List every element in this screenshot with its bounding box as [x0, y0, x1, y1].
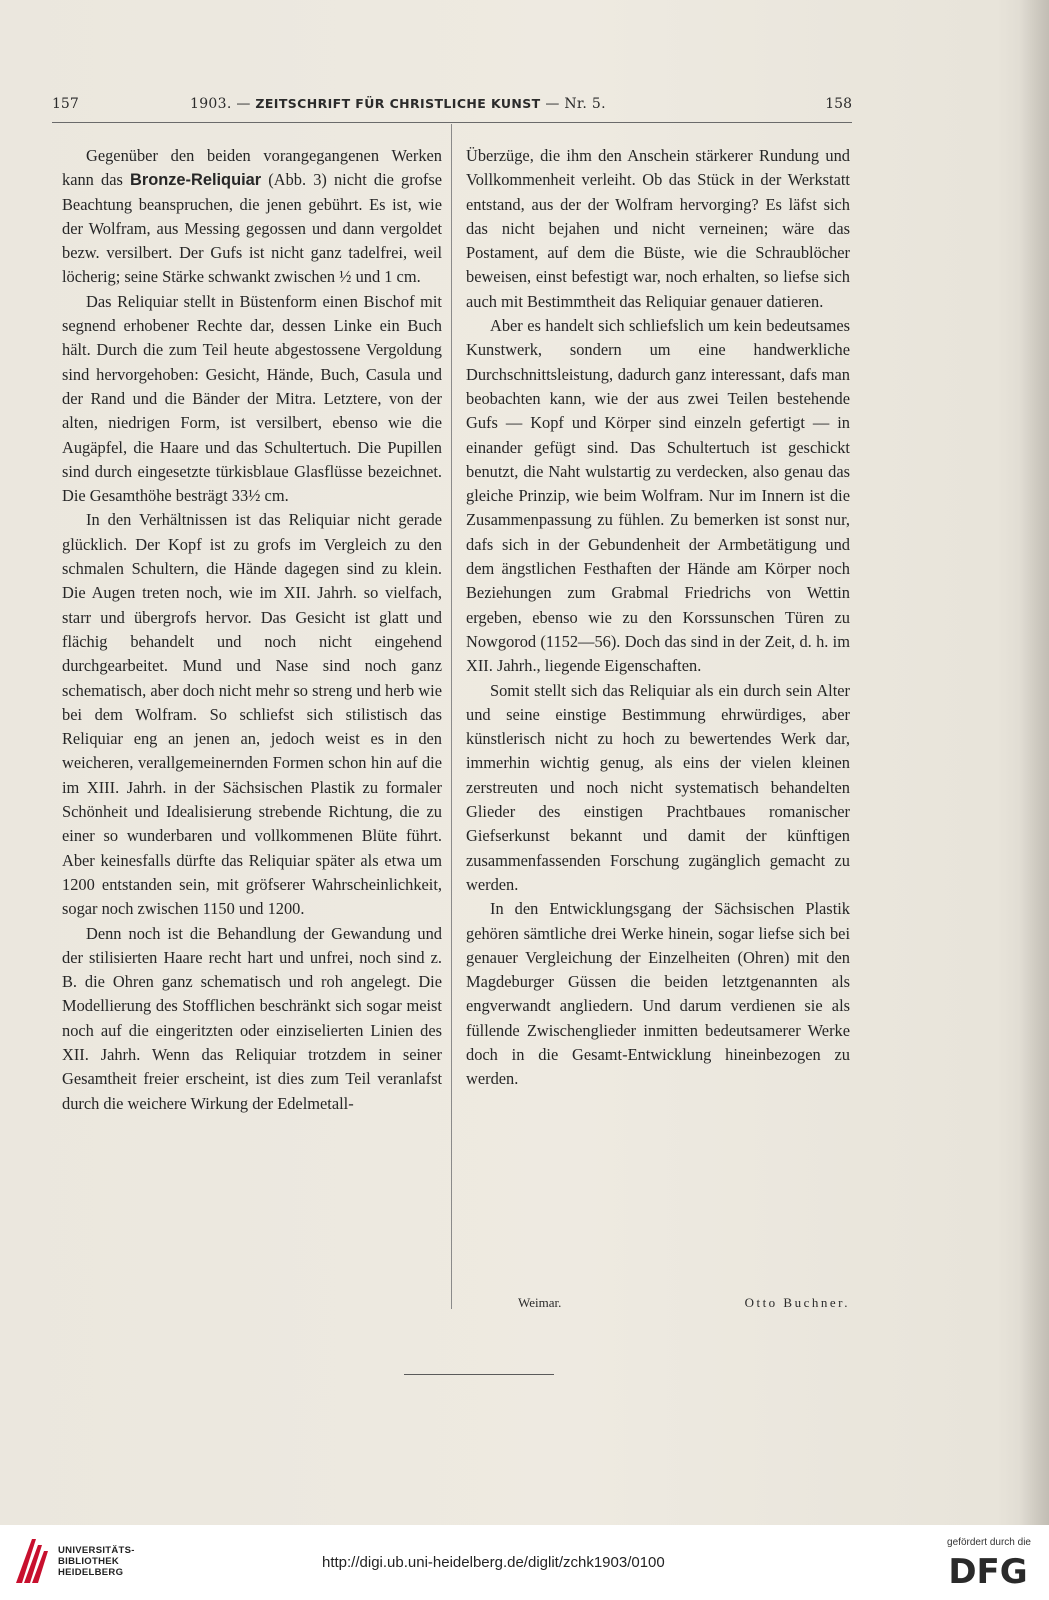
signature-place: Weimar.: [518, 1295, 562, 1310]
journal-title: [190, 96, 606, 112]
right-paragraph-1: Überzüge, die ihm den Anschein stärkerer Rundung und Vollkommenheit verleiht. Ob das Stück in der Werkstatt entstand, aus der der Wolfram hervorging? Es läfst sich das nicht bejahen und nicht verneinen; wäre das Postament, auf dem die Büste, wie die Schraublöcher beweisen, einst befestigt war, noch erhalten, so liefse sich auch mit Bestimmtheit das Reliquiar genauer datieren.: [466, 146, 850, 311]
sponsor-caption: gefördert durch die: [947, 1537, 1031, 1548]
right-paragraph-3: Somit stellt sich das Reliquiar als ein durch sein Alter und seine einstige Bestimmung ehrwürdiges, aber künstlerisch nicht zu hoch zu bewertendes Werk dar, immerhin wichtig genug, als eins der vielen kleinen zerstreuten und noch nicht systematisch behandelten Glieder des einstigen Prachtbaues romanischer Giefserkunst bekannt und damit der künftigen zusammenfassenden Forschung zugänglich gemacht zu werden.: [466, 680, 850, 894]
library-line: UNIVERSITÄTS-: [58, 1545, 135, 1556]
left-column: [62, 144, 442, 1116]
signature-author: Otto Buchner.: [744, 1295, 850, 1310]
dfg-logo-icon[interactable]: [943, 1552, 1033, 1588]
permalink-url[interactable]: http://digi.ub.uni-heidelberg.de/diglit/zchk1903/0100: [322, 1554, 665, 1571]
library-line: HEIDELBERG: [58, 1567, 124, 1578]
viewer-footer: [0, 1525, 1049, 1600]
article-signature: [518, 1295, 850, 1315]
left-paragraph-2: Das Reliquiar stellt in Büstenform einen Bischof mit segnend erhobener Rechte dar, dessen Linke ein Buch hält. Durch die zum Teil heute abgestossene Vergoldung sind hervorgehoben: Gesicht, Hände, Buch, Casula und der Rand und die Bänder der Mitra. Letztere, von der alten, niedrigen Form, ist versilbert, ebenso wie die Augäpfel, die Haare und das Schultertuch. Die Pupillen sind durch eingesetzte türkisblaue Glasflüsse bezeichnet. Die Gesamthöhe besträgt 33½ cm.: [62, 291, 442, 506]
running-header: [52, 94, 852, 122]
page-edge-shadow: [1019, 0, 1049, 1525]
library-name: [58, 1545, 168, 1578]
university-library-logo-icon[interactable]: [12, 1533, 50, 1589]
left-paragraph-3: In den Verhältnissen ist das Reliquiar nicht gerade glücklich. Der Kopf ist zu grofs im Vergleich zu den schmalen Schultern, die Hände dagegen sind zu klein. Die Augen treten noch, wie im XII. Jahrh. so vielfach, starr und übergrofs hervor. Das Gesicht ist glatt und flächig behandelt und noch nicht eingehend durchgearbeitet. Mund und Nase sind noch ganz schematisch, aber doch nicht mehr so streng und herb wie bei dem Wolfram. So schliefst sich stilistisch das Reliquiar eng an jenen an, jedoch weist es in den weicheren, verallgemeinernden Formen schon hin auf die im XIII. Jahrh. in der Sächsischen Plastik zu formaler Schönheit und Idealisierung strebende Richtung, die zu einer so wunderbaren und vollkommenen Blüte führt. Aber keinesfalls dürfte das Reliquiar später als etwa um 1200 entstanden sein, mit gröfserer Wahrscheinlichkeit, sogar noch zwischen 1150 und 1200.: [62, 510, 442, 919]
right-paragraph-2: Aber es handelt sich schliefslich um kein bedeutsames Kunstwerk, sondern um eine handwerkliche Durchschnittsleistung, dadurch ganz interessant, dafs man beobachten kann, wie der aus zwei Teilen bestehende Gufs — Kopf und Körper sind einzeln gefertigt — in einander gefügt sind. Das Schultertuch ist geschickt benutzt, die Naht wulstartig zu verdecken, also genau das gleiche Prinzip, wie beim Wolfram. Nur im Innern ist die Zusammenpassung zu fühlen. Zu bemerken ist sonst nur, dafs sich in der Gebundenheit der Armbetätigung und dem ängstlichen Festhaften der Hände am Körper noch Beziehungen zum Grabmal Friedrichs von Wettin ergeben, ebenso wie zu den Korssunschen Türen zu Nowgorod (1152—56). Doch das sind in der Zeit, d. h. im XII. Jahrh., liegende Eigenschaften.: [466, 316, 850, 676]
end-rule: [404, 1374, 554, 1375]
left-paragraph-4: Denn noch ist die Behandlung der Gewandung und der stilisierten Haare recht hart und unfrei, noch sind z. B. die Ohren ganz schematisch und roh angelegt. Die Modellierung des Stofflichen beschränkt sich sogar meist noch auf die eingeritzten oder einziselierten Linien des XII. Jahrh. Wenn das Reliquiar trotzdem in seiner Gesamtheit freier erscheint, ist dies zum Teil veranlafst durch die weichere Wirkung der Edelmetall-: [62, 923, 442, 1113]
title-year: 1903. —: [190, 96, 256, 112]
column-divider: [451, 124, 452, 1309]
right-paragraph-4: In den Entwicklungsgang der Sächsischen Plastik gehören sämtliche drei Werke hinein, sogar liefse sich bei genauer Vergleichung der Einzelheiten (Ohren) mit den Magdeburger Güssen die beiden letztgenannten als engverwandt angliedern. Und darum verdienen sie als füllende Zwischenglieder inmitten bedeutsamerer Werke doch in die Gesamt-Entwicklung hineinbezogen zu werden.: [466, 899, 850, 1089]
emphasized-term: Bronze-Reliquiar: [129, 171, 262, 190]
dfg-logo-text: DFG: [948, 1552, 1028, 1588]
library-line: BIBLIOTHEK: [58, 1556, 120, 1567]
right-column: [466, 144, 850, 1092]
header-rule: [52, 122, 852, 123]
title-main: ZEITSCHRIFT FÜR CHRISTLICHE KUNST: [255, 96, 541, 111]
left-paragraph-1: Gegenüber den beiden vorangegangenen Werken kann das Bronze-Reliquiar (Abb. 3) nicht die grofse Beachtung beanspruchen, die jenen gebührt. Es ist, wie der Wolfram, aus Messing gegossen und dann vergoldet bezw. versilbert. Der Gufs ist nicht ganz tadelfrei, weil löcherig; seine Stärke schwankt zwischen ½ und 1 cm.: [62, 146, 443, 287]
title-issue: — Nr. 5.: [540, 96, 606, 112]
page-number-right: 158: [825, 96, 852, 112]
page-number-left: 157: [52, 96, 79, 112]
